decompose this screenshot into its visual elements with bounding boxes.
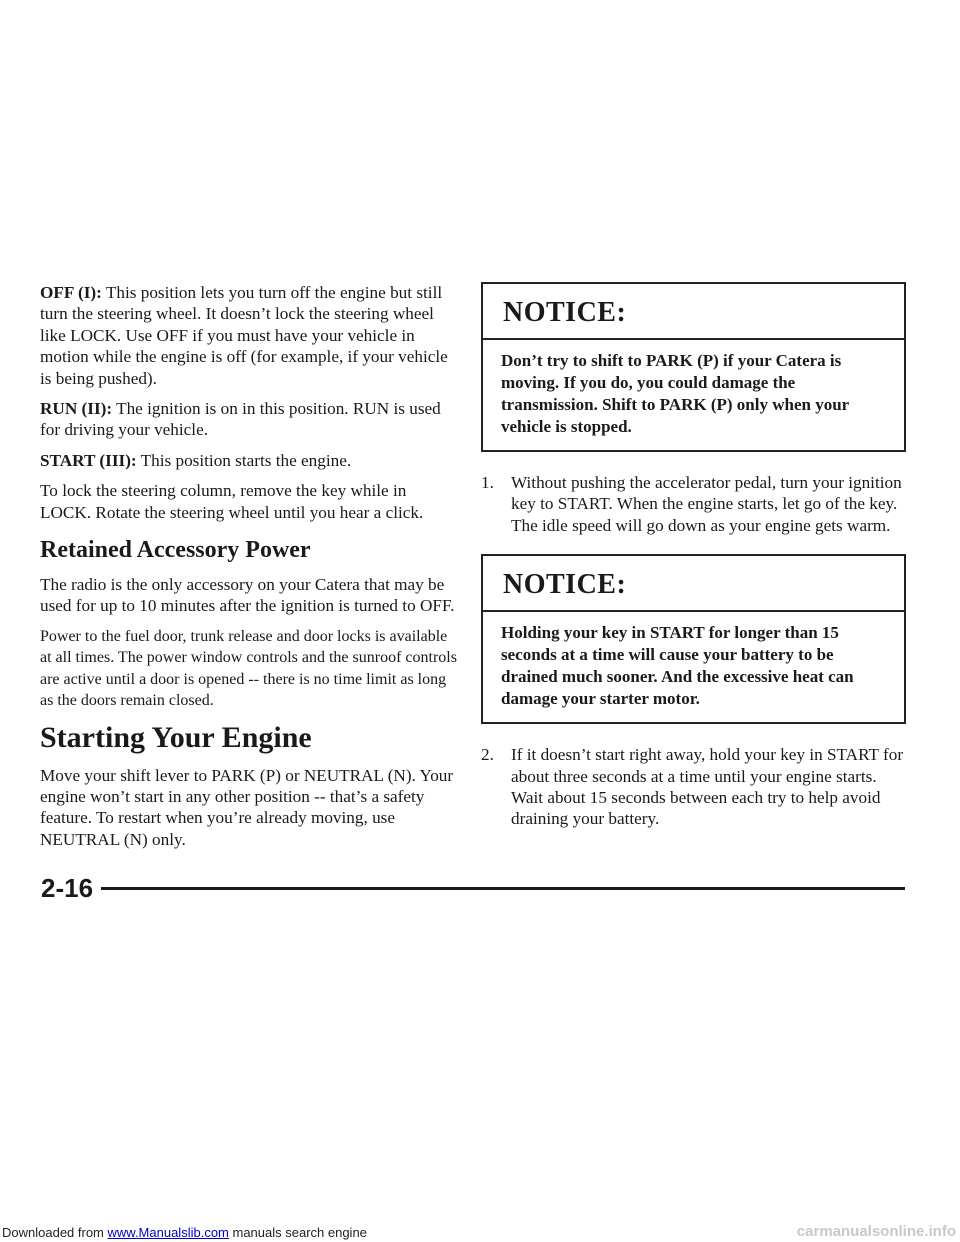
off-position-paragraph	[40, 282, 460, 389]
notice-body: Holding your key in START for longer than 15 seconds at a time will cause your battery to be drained much sooner. And the excessive heat can damage your starter motor.	[501, 623, 854, 709]
download-suffix: manuals search engine	[228, 1225, 367, 1240]
footer-rule	[101, 887, 905, 890]
download-prefix: Downloaded from	[2, 1225, 108, 1240]
start-term: START (III):	[40, 450, 137, 470]
step-1	[481, 472, 906, 536]
notice-body: Don’t try to shift to PARK (P) if your Catera is moving. If you do, you could damage the transmission. Shift to PARK (P) only when your vehicle is stopped.	[501, 351, 849, 436]
run-position-paragraph	[40, 398, 460, 441]
start-text: This position starts the engine.	[136, 450, 352, 470]
notice-header	[483, 284, 904, 340]
off-term: OFF (I):	[40, 283, 102, 302]
step-text: Without pushing the accelerator pedal, turn your ignition key to START. When the engine starts, let go of the key. The idle speed will go down as your engine gets warm.	[511, 473, 902, 535]
manualslib-link[interactable]: www.Manualslib.com	[107, 1225, 229, 1240]
run-term: RUN (II):	[40, 399, 113, 419]
site-watermark: carmanualsonline.info	[796, 1223, 956, 1240]
step-number: 1.	[481, 473, 494, 492]
page-footer	[41, 866, 905, 906]
lock-steering-paragraph: To lock the steering column, remove the key while in LOCK. Rotate the steering wheel until you hear a click.	[40, 481, 424, 522]
step-number: 2.	[481, 745, 494, 765]
off-text: This position lets you turn off the engine but still turn the steering wheel. It doesn’t lock the steering wheel like LOCK. Use OFF if you must have your vehicle in motion while the engine is off (for example, if your vehicle is being pushed).	[40, 283, 448, 388]
retained-accessory-power-heading: Retained Accessory Power	[40, 537, 311, 564]
step-text: If it doesn’t start right away, hold your key in START for about three seconds at a time until your engine starts. Wait about 15 seconds between each try to help avoid draining your battery.	[511, 745, 904, 829]
download-bar	[0, 1222, 960, 1242]
right-column	[481, 282, 906, 842]
notice-header	[483, 556, 904, 612]
notice-title: NOTICE:	[503, 569, 627, 601]
page-number: 2-16	[41, 873, 94, 903]
download-notice	[2, 1225, 367, 1240]
start-position-paragraph	[40, 450, 460, 471]
retained-paragraph-2: Power to the fuel door, trunk release and door locks is available at all times. The power window controls and the sunroof controls are active until a door is opened -- there is no time limit as long as the doors remain closed.	[40, 627, 457, 710]
left-column	[40, 282, 460, 859]
retained-paragraph-1: The radio is the only accessory on your Catera that may be used for up to 10 minutes after the ignition is turned to OFF.	[40, 575, 455, 616]
starting-paragraph: Move your shift lever to PARK (P) or NEUTRAL (N). Your engine won’t start in any other position -- that’s a safety feature. To restart when you’re already moving, use NEUTRAL (N) only.	[40, 765, 454, 849]
run-text: The ignition is on in this position. RUN is used for driving your vehicle.	[40, 399, 441, 440]
notice-box-park	[481, 282, 906, 452]
notice-title: NOTICE:	[503, 297, 627, 328]
step-2	[481, 744, 906, 830]
notice-box-starter	[481, 554, 906, 724]
starting-your-engine-heading: Starting Your Engine	[40, 720, 312, 754]
